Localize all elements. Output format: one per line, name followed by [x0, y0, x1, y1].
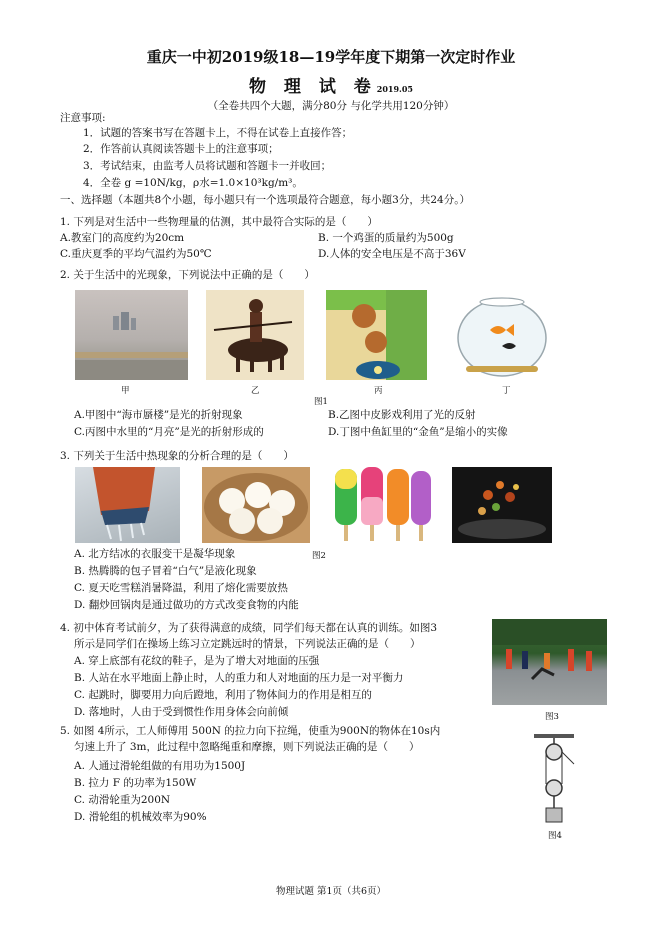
- monkey-icon: [326, 290, 427, 380]
- question-2-option-c: C.丙图中水里的“月亮”是光的折射形成的: [74, 426, 264, 438]
- question-1-option-d: D.人体的安全电压是不高于36V: [318, 248, 466, 260]
- long-jump-photo: [492, 619, 607, 705]
- monkey-moon-photo: [326, 290, 427, 380]
- image-label-ding: 丁: [502, 386, 511, 396]
- question-1-option-c: C.重庆夏季的平均气温约为50℃: [60, 248, 212, 260]
- question-1-option-a: A.教室门的高度约为20cm: [60, 232, 185, 244]
- pulley-diagram: [530, 734, 584, 830]
- image-label-bing: 丙: [374, 386, 383, 396]
- question-2-option-a: A.甲图中“海市蜃楼”是光的折射现象: [74, 409, 243, 421]
- question-5-option-c: C. 动滑轮重为200N: [74, 794, 171, 806]
- question-4-option-d: D. 落地时，人由于受到惯性作用身体会向前倾: [74, 706, 289, 718]
- students-icon: [492, 619, 607, 705]
- exam-date: 2019.05: [376, 84, 413, 94]
- subject-title: [0, 72, 662, 97]
- question-2-stem: 2. 关于生活中的光现象，下列说法中正确的是（ ）: [60, 269, 315, 281]
- exam-subtitle: （全卷共四个大题，满分80分 与化学共用120分钟）: [207, 100, 455, 112]
- question-3-option-b: B. 热腾腾的包子冒着“白气”是液化现象: [74, 565, 257, 577]
- frozen-clothes-photo: [75, 467, 180, 543]
- question-2-option-b: B.乙图中皮影戏利用了光的反射: [328, 409, 476, 421]
- question-5-option-d: D. 滑轮组的机械效率为90%: [74, 811, 207, 823]
- question-4-stem-line-2: 所示是同学们在操场上练习立定跳远时的情景，下列说法正确的是（ ）: [74, 638, 421, 650]
- question-5-stem-line-1: 5. 如图 4所示，工人师傅用 500N 的拉力向下拉绳，使重为900N的物体在10s内: [60, 725, 441, 737]
- mirage-photo: [75, 290, 188, 380]
- notes-heading: 注意事项:: [60, 112, 106, 124]
- note-item: 4．全卷 g =10N/kg，ρ水=1.0×10³kg/m³。: [83, 177, 303, 189]
- popsicle-icon: [329, 467, 435, 543]
- steamed-buns-photo: [202, 467, 310, 543]
- question-3-option-a: A. 北方结冰的衣服变干是凝华现象: [74, 548, 236, 560]
- question-3-option-c: C. 夏天吃雪糕消暑降温，利用了熔化需要放热: [74, 582, 288, 594]
- shadow-play-photo: [206, 290, 304, 380]
- page-footer: 物理试题 第1页（共6页）: [275, 886, 387, 897]
- note-item: 2．作答前认真阅读答题卡上的注意事项；: [83, 143, 279, 155]
- mirage-icon: [75, 290, 188, 380]
- question-4-stem-line-1: 4. 初中体育考试前夕，为了获得满意的成绩，同学们每天都在认真的训练。如图3: [60, 622, 438, 634]
- section-heading: 一、选择题（本题共8个小题，每小题只有一个选项最符合题意，每小题3分，共24分。）: [60, 194, 470, 206]
- stir-fry-photo: [452, 467, 552, 543]
- question-4-option-c: C. 起跳时，脚要用力向后蹬地，利用了物体间力的作用是相互的: [74, 689, 372, 701]
- question-3-option-d: D. 翻炒回锅肉是通过做功的方式改变食物的内能: [74, 599, 299, 611]
- image-label-jia: 甲: [121, 386, 130, 396]
- clothes-icon: [75, 467, 180, 543]
- figure-3-caption: 图3: [545, 712, 559, 722]
- shadow-puppet-icon: [206, 290, 304, 380]
- note-item: 3．考试结束，由监考人员将试题和答题卡一并收回；: [83, 160, 332, 172]
- subject-name: 物 理 试 卷: [249, 77, 377, 97]
- figure-4-caption: 图4: [548, 831, 562, 841]
- wok-icon: [452, 467, 552, 543]
- question-3-stem: 3. 下列关于生活中热现象的分析合理的是（ ）: [60, 450, 294, 462]
- question-4-option-b: B. 人站在水平地面上静止时，人的重力和人对地面的压力是一对平衡力: [74, 672, 404, 684]
- figure-2-caption: 图2: [312, 551, 326, 561]
- fishbowl-photo: [450, 290, 554, 380]
- figure-1-caption: 图1: [314, 397, 328, 407]
- question-2-option-d: D.丁图中鱼缸里的“金鱼”是缩小的实像: [328, 426, 508, 438]
- popsicles-photo: [329, 467, 435, 543]
- fishbowl-icon: [450, 290, 554, 380]
- note-item: 1．试题的答案书写在答题卡上，不得在试卷上直接作答；: [83, 127, 353, 139]
- question-1-stem: 1. 下列是对生活中一些物理量的估测，其中最符合实际的是（ ）: [60, 216, 378, 228]
- pulley-icon: [530, 734, 584, 830]
- exam-title: 重庆一中初2019级18—19学年度下期第一次定时作业: [146, 48, 516, 66]
- question-5-option-b: B. 拉力 F 的功率为150W: [74, 777, 197, 789]
- question-4-option-a: A. 穿上底部有花纹的鞋子，是为了增大对地面的压强: [74, 655, 320, 667]
- image-label-yi: 乙: [251, 386, 260, 396]
- question-1-option-b: B. 一个鸡蛋的质量约为500g: [318, 232, 454, 244]
- question-5-option-a: A. 人通过滑轮组做的有用功为1500J: [74, 760, 246, 772]
- question-5-stem-line-2: 匀速上升了 3m，此过程中忽略绳重和摩擦，则下列说法正确的是（ ）: [74, 741, 420, 753]
- buns-icon: [202, 467, 310, 543]
